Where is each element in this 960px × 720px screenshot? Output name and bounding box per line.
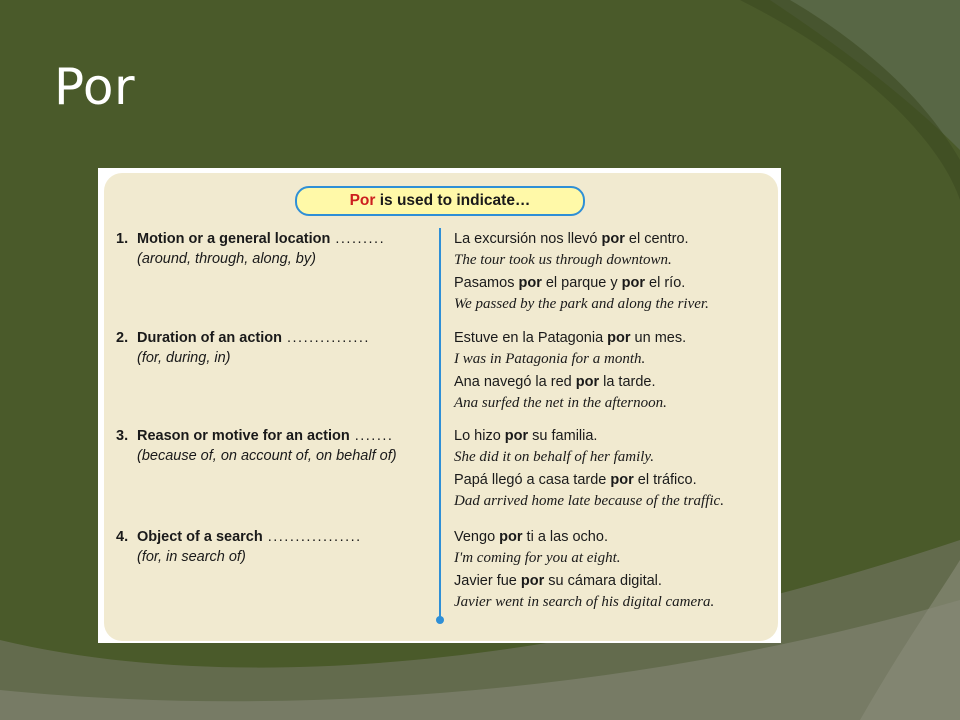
header-text: is used to indicate…: [375, 192, 531, 209]
usage-meanings: (for, during, in): [137, 350, 231, 366]
examples-1: [454, 229, 774, 317]
spanish-example: Ana navegó la red por la tarde.: [454, 374, 656, 390]
usage-row-2: [116, 328, 436, 368]
spanish-example: Pasamos por el parque y por el río.: [454, 275, 686, 291]
leader-dots: .........: [335, 231, 386, 247]
divider-line: [439, 228, 441, 619]
divider-end-dot: [436, 616, 444, 624]
usage-number: 4.: [116, 529, 129, 545]
usage-meanings: (because of, on account of, on behalf of): [137, 448, 397, 464]
usage-meanings: (around, through, along, by): [137, 251, 316, 267]
usage-label: Motion or a general location: [137, 231, 331, 247]
spanish-example: Lo hizo por su familia.: [454, 428, 598, 444]
leader-dots: .......: [354, 428, 394, 444]
usage-label: Object of a search: [137, 529, 263, 545]
usage-row-1: [116, 229, 436, 269]
spanish-example: Javier fue por su cámara digital.: [454, 573, 662, 589]
usage-number: 2.: [116, 330, 129, 346]
spanish-example: La excursión nos llevó por el centro.: [454, 231, 689, 247]
english-translation: I'm coming for you at eight.: [454, 550, 621, 566]
spanish-example: Estuve en la Patagonia por un mes.: [454, 330, 687, 346]
examples-2: [454, 328, 774, 416]
english-translation: I was in Patagonia for a month.: [454, 351, 646, 367]
spanish-example: Vengo por ti a las ocho.: [454, 529, 608, 545]
usage-label: Reason or motive for an action: [137, 428, 350, 444]
english-translation: Dad arrived home late because of the traffic.: [454, 493, 724, 509]
english-translation: Javier went in search of his digital camera.: [454, 594, 715, 610]
usage-row-3: [116, 426, 436, 466]
english-translation: Ana surfed the net in the afternoon.: [454, 395, 667, 411]
english-translation: The tour took us through downtown.: [454, 252, 672, 268]
usage-number: 3.: [116, 428, 129, 444]
usage-label: Duration of an action: [137, 330, 282, 346]
slide-title: Por: [54, 58, 136, 116]
usage-row-4: [116, 527, 436, 567]
panel-header: [295, 186, 585, 216]
english-translation: We passed by the park and along the river.: [454, 296, 709, 312]
usage-meanings: (for, in search of): [137, 549, 246, 565]
spanish-example: Papá llegó a casa tarde por el tráfico.: [454, 472, 697, 488]
usage-number: 1.: [116, 231, 129, 247]
examples-3: [454, 426, 774, 514]
english-translation: She did it on behalf of her family.: [454, 449, 654, 465]
leader-dots: .................: [267, 529, 362, 545]
header-keyword: Por: [349, 192, 376, 209]
leader-dots: ...............: [287, 330, 370, 346]
examples-4: [454, 527, 774, 615]
